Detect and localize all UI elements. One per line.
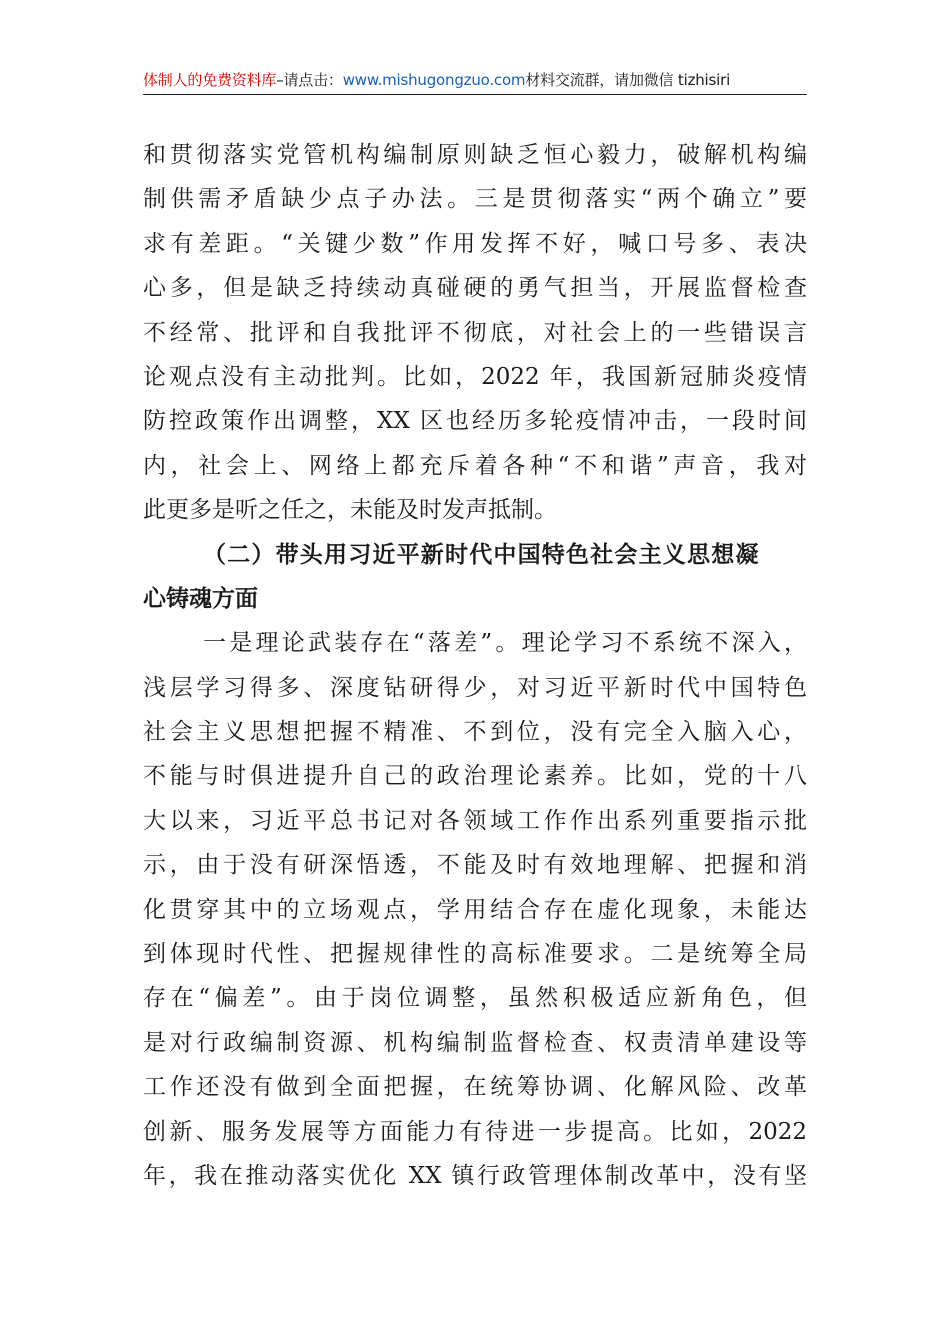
body-line: 心多，但是缺乏持续动真碰硬的勇气担当，开展监督检查 [143, 275, 807, 302]
body-line: 防控政策作出调整，XX 区也经历多轮疫情冲击，一段时间 [143, 408, 807, 435]
body-line: 求有差距。“关键少数”作用发挥不好，喊口号多、表决 [143, 230, 807, 257]
body-line: 化贯穿其中的立场观点，学用结合存在虚化现象，未能达 [143, 896, 807, 923]
header-tail-text: 材料交流群，请加微信 tizhisiri [525, 71, 731, 89]
body-line: 创新、服务发展等方面能力有待进一步提高。比如，2022 [143, 1118, 807, 1145]
body-line: 到体现时代性、把握规律性的高标准要求。二是统筹全局 [143, 941, 807, 968]
body-line: 不能与时俱进提升自己的政治理论素养。比如，党的十八 [143, 763, 807, 790]
document-body [143, 133, 807, 1198]
header-brand: 体制人的免费资料库 [143, 71, 277, 89]
body-line: 内，社会上、网络上都充斥着各种“不和谐”声音，我对 [143, 452, 807, 479]
body-line: 年，我在推动落实优化 XX 镇行政管理体制改革中，没有坚 [143, 1162, 807, 1189]
body-line: 是对行政编制资源、机构编制监督检查、权责清单建设等 [143, 1029, 807, 1056]
body-line: 和贯彻落实党管机构编制原则缺乏恒心毅力，破解机构编 [143, 142, 807, 168]
section-heading-line: 心铸魂方面 [143, 584, 258, 612]
body-line: 工作还没有做到全面把握，在统筹协调、化解风险、改革 [143, 1074, 807, 1101]
page-header [143, 66, 807, 95]
body-line: 制供需矛盾缺少点子办法。三是贯彻落实“两个确立”要 [143, 186, 807, 213]
body-line: 此更多是听之任之，未能及时发声抵制。 [143, 497, 557, 524]
body-line: 不经常、批评和自我批评不彻底，对社会上的一些错误言 [143, 319, 807, 346]
body-line: 一是理论武装存在“落差”。理论学习不系统不深入， [203, 630, 807, 657]
body-line: 存在“偏差”。由于岗位调整，虽然积极适应新角色，但 [143, 985, 807, 1012]
section-heading-line: （二）带头用习近平新时代中国特色社会主义思想凝 [203, 540, 760, 568]
body-line: 论观点没有主动批判。比如，2022 年，我国新冠肺炎疫情 [143, 363, 807, 390]
body-line: 社会主义思想把握不精准、不到位，没有完全入脑入心， [143, 719, 807, 746]
body-line: 示，由于没有研深悟透，不能及时有效地理解、把握和消 [143, 852, 807, 879]
body-line: 浅层学习得多、深度钻研得少，对习近平新时代中国特色 [143, 674, 807, 701]
header-click-label: –请点击： [276, 71, 343, 89]
header-url-link[interactable]: www.mishugongzuo.com [342, 71, 526, 89]
body-line: 大以来，习近平总书记对各领域工作作出系列重要指示批 [143, 807, 807, 834]
